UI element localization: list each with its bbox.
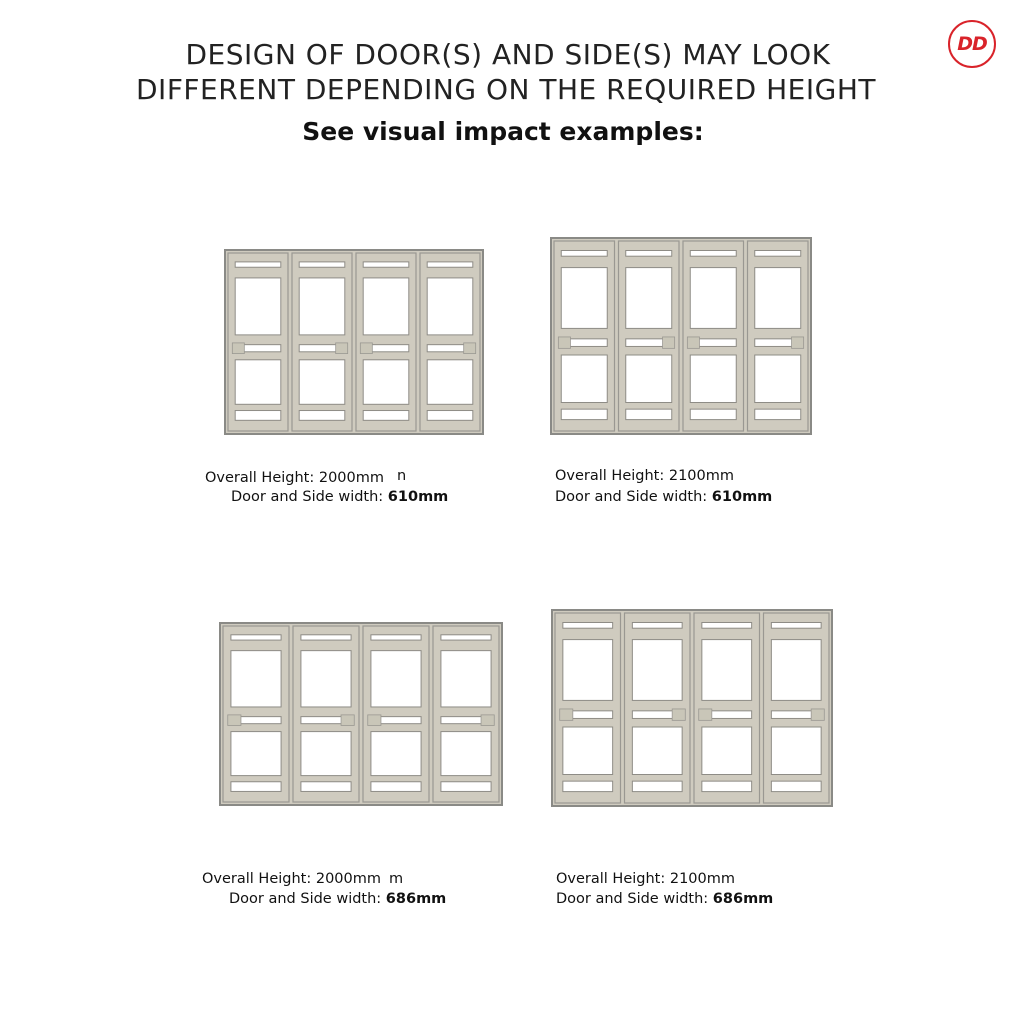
glass-pane — [702, 623, 752, 629]
handle-plate — [464, 343, 476, 354]
glass-pane — [441, 635, 491, 640]
caption-height-example-2 — [555, 468, 734, 484]
door-set-example-2 — [550, 237, 812, 435]
glass-pane — [690, 268, 736, 329]
glass-pane — [632, 623, 682, 629]
glass-pane — [235, 411, 281, 421]
glass-pane — [371, 732, 421, 776]
glass-pane — [626, 268, 672, 329]
glass-pane — [563, 781, 613, 791]
handle-plate — [481, 715, 494, 726]
glass-pane — [561, 268, 607, 329]
handle-plate — [792, 337, 804, 348]
glass-pane — [626, 251, 672, 257]
width-value: 610mm — [387, 489, 449, 505]
handle-plate — [558, 337, 570, 348]
glass-pane — [371, 782, 421, 792]
glass-pane — [231, 651, 281, 707]
glass-pane — [301, 651, 351, 707]
glass-pane — [632, 781, 682, 791]
glass-pane — [231, 635, 281, 640]
glass-pane — [563, 623, 613, 629]
height-label: Overall Height: — [556, 871, 666, 887]
glass-pane — [427, 360, 473, 405]
glass-pane — [301, 635, 351, 640]
glass-pane — [771, 623, 821, 629]
glass-pane — [441, 732, 491, 776]
handle-plate — [360, 343, 372, 354]
door-set-example-3 — [219, 622, 503, 806]
glass-pane — [301, 732, 351, 776]
glass-pane — [755, 251, 801, 257]
glass-pane — [427, 278, 473, 335]
glass-pane — [771, 640, 821, 701]
glass-pane — [771, 781, 821, 791]
door-set-example-4 — [551, 609, 833, 807]
width-label: Door and Side width: — [555, 489, 708, 505]
glass-pane — [561, 355, 607, 403]
glass-pane — [301, 782, 351, 792]
glass-pane — [299, 360, 345, 405]
logo-text: DD — [957, 33, 987, 55]
glass-pane — [771, 727, 821, 775]
glass-pane — [561, 251, 607, 257]
handle-plate — [368, 715, 381, 726]
handle-plate — [672, 709, 685, 720]
handle-plate — [336, 343, 348, 354]
width-value: 610mm — [711, 489, 773, 505]
glass-pane — [702, 781, 752, 791]
caption-width-example-2 — [555, 489, 772, 505]
stray-character: m — [389, 871, 404, 887]
caption-height-example-1 — [205, 470, 384, 486]
caption-width-example-4 — [556, 891, 773, 907]
height-label: Overall Height: — [205, 470, 315, 486]
handle-plate — [811, 709, 824, 720]
caption-width-example-3 — [229, 891, 446, 907]
width-label: Door and Side width: — [556, 891, 709, 907]
height-value: 2100mm — [669, 871, 736, 887]
glass-pane — [690, 355, 736, 403]
door-set-example-1 — [224, 249, 484, 435]
glass-pane — [632, 727, 682, 775]
height-value: 2100mm — [668, 468, 735, 484]
glass-pane — [363, 411, 409, 421]
glass-pane — [563, 727, 613, 775]
glass-pane — [441, 782, 491, 792]
handle-plate — [560, 709, 573, 720]
width-label: Door and Side width: — [229, 891, 382, 907]
glass-pane — [690, 409, 736, 419]
glass-pane — [299, 278, 345, 335]
height-value: 2000mm — [318, 470, 385, 486]
glass-pane — [561, 409, 607, 419]
height-label: Overall Height: — [555, 468, 665, 484]
headline-line-2: DIFFERENT DEPENDING ON THE REQUIRED HEIGHT — [136, 73, 876, 106]
glass-pane — [235, 278, 281, 335]
glass-pane — [299, 411, 345, 421]
glass-pane — [231, 732, 281, 776]
brand-logo — [948, 20, 996, 68]
glass-pane — [563, 640, 613, 701]
handle-plate — [232, 343, 244, 354]
glass-pane — [441, 651, 491, 707]
caption-height-example-3 — [202, 871, 381, 887]
height-label: Overall Height: — [202, 871, 312, 887]
glass-pane — [690, 251, 736, 257]
handle-plate — [341, 715, 354, 726]
handle-plate — [687, 337, 699, 348]
glass-pane — [299, 262, 345, 267]
handle-plate — [663, 337, 675, 348]
width-label: Door and Side width: — [231, 489, 384, 505]
glass-pane — [632, 640, 682, 701]
glass-pane — [702, 640, 752, 701]
glass-pane — [235, 360, 281, 405]
headline-line-1: DESIGN OF DOOR(S) AND SIDE(S) MAY LOOK — [185, 38, 831, 71]
subtitle: See visual impact examples: — [302, 117, 704, 146]
glass-pane — [755, 355, 801, 403]
glass-pane — [626, 409, 672, 419]
width-value: 686mm — [385, 891, 447, 907]
handle-plate — [699, 709, 712, 720]
glass-pane — [702, 727, 752, 775]
glass-pane — [363, 262, 409, 267]
glass-pane — [755, 268, 801, 329]
glass-pane — [363, 278, 409, 335]
glass-pane — [755, 409, 801, 419]
glass-pane — [363, 360, 409, 405]
caption-height-example-4 — [556, 871, 735, 887]
handle-plate — [228, 715, 241, 726]
glass-pane — [427, 262, 473, 267]
glass-pane — [427, 411, 473, 421]
glass-pane — [235, 262, 281, 267]
glass-pane — [371, 651, 421, 707]
height-value: 2000mm — [315, 871, 382, 887]
glass-pane — [626, 355, 672, 403]
glass-pane — [231, 782, 281, 792]
glass-pane — [371, 635, 421, 640]
stray-character: n — [397, 468, 407, 484]
width-value: 686mm — [712, 891, 774, 907]
caption-width-example-1 — [231, 489, 448, 505]
